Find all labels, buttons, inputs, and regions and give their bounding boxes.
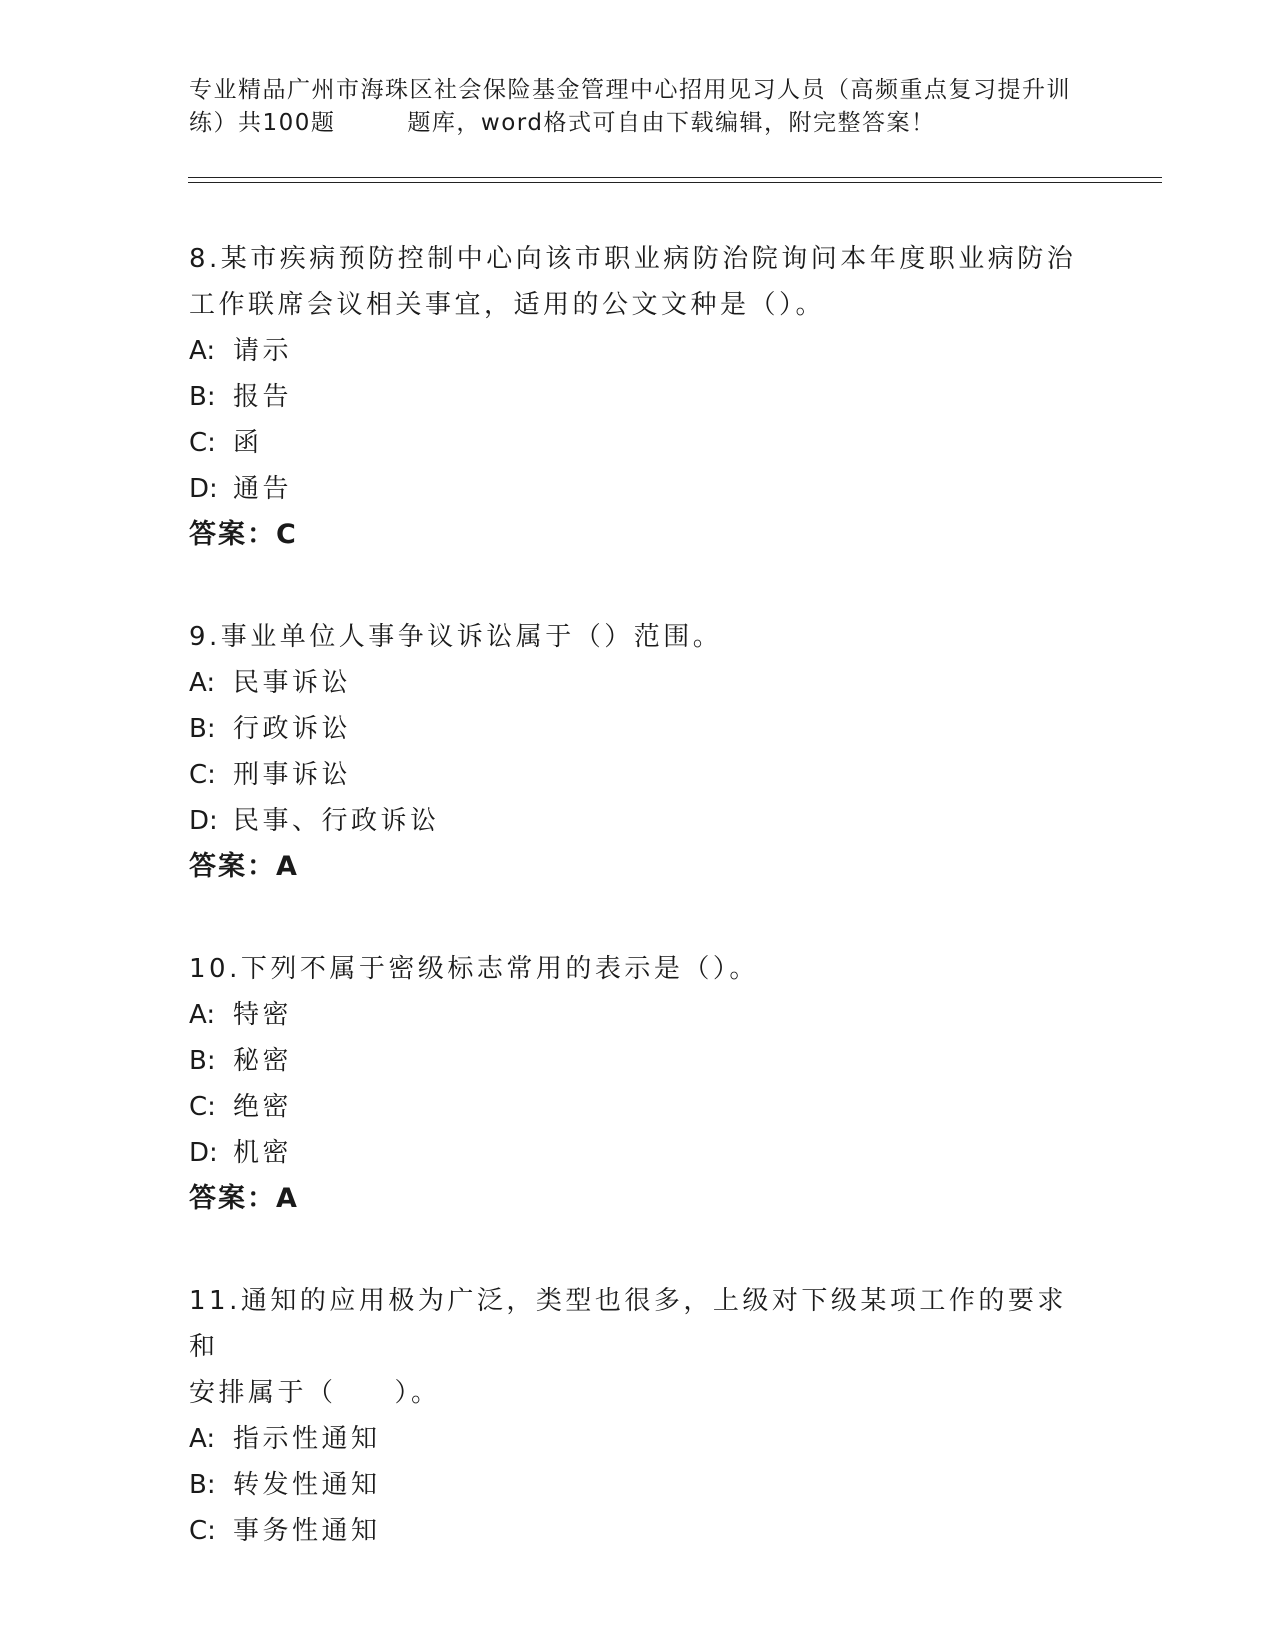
option-d [189, 798, 1089, 844]
question-stem-line: 工作联席会议相关事宜，适用的公文文种是（）。 [189, 290, 826, 320]
header-divider-top [188, 177, 1162, 178]
option-text: 报告 [233, 382, 293, 412]
option-label: C: [189, 760, 216, 790]
option-label: B: [189, 714, 216, 744]
option-text: 机密 [233, 1138, 293, 1168]
option-label: A: [189, 1000, 216, 1030]
option-b [189, 706, 1089, 752]
question-stem-line [189, 1370, 1089, 1416]
header-title-line-2-right: 题库，word格式可自由下载编辑，附完整答案！ [407, 110, 936, 136]
option-b [189, 1462, 1089, 1508]
option-text: 指示性通知 [233, 1424, 381, 1454]
option-c [189, 420, 1089, 466]
option-label: D: [189, 806, 218, 836]
option-label: A: [189, 668, 216, 698]
option-a [189, 660, 1089, 706]
option-b [189, 374, 1089, 420]
option-d [189, 1130, 1089, 1176]
option-text: 刑事诉讼 [233, 760, 352, 790]
header-title-line-2-left: 练）共100题 [189, 110, 336, 136]
option-text: 特密 [233, 1000, 293, 1030]
question-stem-line: 10.下列不属于密级标志常用的表示是（）。 [189, 954, 759, 984]
answer-line: 答案：A [189, 851, 299, 882]
option-label: D: [189, 1138, 218, 1168]
option-text: 通告 [233, 474, 293, 504]
option-a [189, 992, 1089, 1038]
question-stem-part: 安排属于（ [189, 1378, 337, 1408]
option-label: B: [189, 382, 216, 412]
option-label: A: [189, 336, 216, 366]
option-label: B: [189, 1470, 216, 1500]
question-list [189, 236, 1089, 1610]
option-c [189, 752, 1089, 798]
header-title-line-2 [189, 107, 1089, 140]
option-text: 行政诉讼 [233, 714, 352, 744]
question-11 [189, 1278, 1089, 1554]
question-stem-line: 9.事业单位人事争议诉讼属于（）范围。 [189, 622, 723, 652]
document-header [189, 74, 1089, 140]
question-stem-part: ）。 [394, 1378, 441, 1408]
header-title-line-1: 专业精品广州市海珠区社会保险基金管理中心招用见习人员（高频重点复习提升训 [189, 77, 1071, 103]
option-c [189, 1508, 1089, 1554]
option-text: 民事诉讼 [233, 668, 352, 698]
option-label: B: [189, 1046, 216, 1076]
question-8 [189, 236, 1089, 558]
header-divider-bottom [188, 182, 1162, 183]
option-d [189, 466, 1089, 512]
option-label: A: [189, 1424, 216, 1454]
question-10 [189, 946, 1089, 1222]
option-label: C: [189, 1092, 216, 1122]
question-stem-line: 8.某市疾病预防控制中心向该市职业病防治院询问本年度职业病防治 [189, 244, 1077, 274]
answer-line: 答案：A [189, 1183, 299, 1214]
option-text: 秘密 [233, 1046, 293, 1076]
option-text: 转发性通知 [233, 1470, 381, 1500]
option-a [189, 328, 1089, 374]
option-text: 请示 [233, 336, 293, 366]
option-c [189, 1084, 1089, 1130]
option-text: 事务性通知 [233, 1516, 381, 1546]
option-label: C: [189, 1516, 216, 1546]
option-label: D: [189, 474, 218, 504]
answer-line: 答案：C [189, 519, 298, 550]
option-text: 绝密 [233, 1092, 293, 1122]
option-text: 民事、行政诉讼 [233, 806, 440, 836]
question-9 [189, 614, 1089, 890]
option-text: 函 [233, 428, 263, 458]
question-stem-line: 11.通知的应用极为广泛，类型也很多，上级对下级某项工作的要求和 [189, 1286, 1067, 1362]
option-label: C: [189, 428, 216, 458]
option-a [189, 1416, 1089, 1462]
option-b [189, 1038, 1089, 1084]
